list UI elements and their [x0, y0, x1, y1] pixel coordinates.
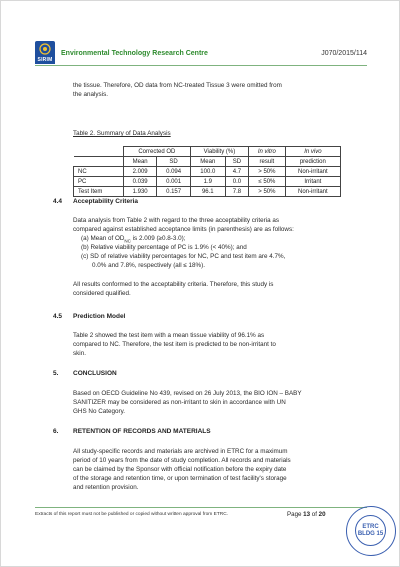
page-total: 20 [318, 511, 326, 518]
cell-od-sd: 0.157 [157, 187, 190, 197]
logo-emblem-icon [35, 41, 55, 57]
cell-viability-sd: 7.8 [225, 187, 248, 197]
s44-para2-line2: considered qualified. [73, 290, 131, 297]
col-group-in-vitro: In vitro [249, 147, 286, 157]
section-number-4-4: 4.4 [53, 198, 63, 205]
cell-od-mean: 1.930 [123, 187, 156, 197]
s6-line4: of the storage and retention time, or upon termination of test facility's storage [73, 475, 287, 482]
cell-viability-mean: 1.9 [190, 177, 225, 187]
row-label: PC [74, 177, 124, 187]
section-heading-conclusion: CONCLUSION [73, 370, 117, 377]
table-caption: Table 2. Summary of Data Analysis [73, 130, 171, 137]
intro-line-1: the tissue. Therefore, OD data from NC-treated Tissue 3 were omitted from [73, 82, 282, 89]
s6-line1: All study-specific records and materials are archived in ETRC for a maximum [73, 448, 288, 455]
s6-line5: and retention provision. [73, 484, 139, 491]
page-prefix: Page [287, 511, 304, 518]
s45-line3: skin. [73, 350, 86, 357]
cell-in-vitro: ≤ 50% [249, 177, 286, 187]
sub-header-od-sd: SD [157, 157, 190, 167]
table-group-header-row [74, 147, 341, 157]
criteria-item-b: (b) Relative viability percentage of PC is 1.9% (< 40%); and [81, 244, 247, 251]
cell-viability-sd: 0.0 [225, 177, 248, 187]
cell-viability-mean: 96.1 [190, 187, 225, 197]
cell-viability-mean: 100.0 [190, 167, 225, 177]
page-of: of [310, 511, 319, 518]
header-divider [35, 65, 367, 66]
table-row [74, 167, 341, 177]
s6-line2: period of 10 years from the date of study completion. All records and materials [73, 457, 291, 464]
s5-line3: GHS No Category. [73, 408, 126, 415]
cell-in-vivo: Irritant [285, 177, 340, 187]
s44-para1-line2: compared against established acceptance limits (in parenthesis) are as follows: [73, 226, 294, 233]
stamp-line-1: ETRC [362, 524, 379, 530]
s44-para1-line1: Data analysis from Table 2 with regard to the three acceptability criteria as [73, 217, 280, 224]
sirim-logo [35, 41, 55, 65]
footer-divider [35, 507, 367, 508]
table-row [74, 187, 341, 197]
sub-header-viability-sd: SD [225, 157, 248, 167]
stamp-line-2: BLDG 15 [357, 531, 384, 537]
sub-header-prediction: prediction [285, 157, 340, 167]
cell-in-vivo: Non-irritant [285, 187, 340, 197]
s6-line3: can be claimed by the Sponsor with official notification before the expiry date [73, 466, 287, 473]
sub-header-result: result [249, 157, 286, 167]
table-sub-header-row [74, 157, 341, 167]
criteria-item-c-line1: (c) SD of relative viability percentages for NC, PC and test item are 4.7%, [81, 253, 286, 260]
sub-header-od-mean: Mean [123, 157, 156, 167]
col-group-in-vivo: In vivo [285, 147, 340, 157]
cell-od-mean: 2.009 [123, 167, 156, 177]
cell-in-vitro: > 50% [249, 187, 286, 197]
s45-line1: Table 2 showed the test item with a mean tissue viability of 96.1% as [73, 332, 265, 339]
intro-line-2: the analysis. [73, 91, 109, 98]
document-reference: J070/2015/114 [321, 50, 367, 57]
cell-in-vivo: Non-irritant [285, 167, 340, 177]
row-label: Test Item [74, 187, 124, 197]
page-current: 13 [303, 511, 311, 518]
table-row [74, 177, 341, 187]
cell-od-sd: 0.001 [157, 177, 190, 187]
stamp-text [347, 524, 394, 538]
section-heading-retention: RETENTION OF RECORDS AND MATERIALS [73, 428, 211, 435]
col-group-corrected-od: Corrected OD [123, 147, 190, 157]
s45-line2: compared to NC. Therefore, the test item is predicted to be non-irritant to [73, 341, 276, 348]
centre-name: Environmental Technology Research Centre [61, 50, 208, 57]
page-header [35, 41, 367, 63]
cell-od-sd: 0.094 [157, 167, 190, 177]
s5-line1: Based on OECD Guideline No 439, revised on 26 July 2013, the BIO ION – BABY [73, 390, 302, 397]
section-number-5: 5. [53, 370, 59, 377]
table-corner-cell [74, 147, 124, 157]
section-heading-acceptability: Acceptability Criteria [73, 198, 139, 205]
s5-line2: SANITIZER may be considered as non-irritant to skin in accordance with UN [73, 399, 286, 406]
criteria-item-a-text: (a) Mean of OD [81, 235, 125, 242]
footer-copyright-note: Extracts of this report must not be published or copied without written approval from ETRC. [35, 512, 229, 517]
cell-viability-sd: 4.7 [225, 167, 248, 177]
col-group-viability: Viability (%) [190, 147, 248, 157]
cell-in-vitro: > 50% [249, 167, 286, 177]
official-stamp [346, 506, 396, 556]
criteria-item-a-subscript: NC [124, 238, 131, 244]
sub-header-viability-mean: Mean [190, 157, 225, 167]
page-number [287, 511, 326, 518]
s44-para2-line1: All results conformed to the acceptability criteria. Therefore, this study is [73, 281, 274, 288]
cell-od-mean: 0.039 [123, 177, 156, 187]
table-corner-cell-2 [74, 157, 124, 167]
section-number-6: 6. [53, 428, 59, 435]
logo-text: SIRIM [35, 57, 55, 64]
row-label: NC [74, 167, 124, 177]
criteria-item-a-rest: is 2.009 (≥0.8-3.0); [130, 235, 186, 242]
section-number-4-5: 4.5 [53, 313, 63, 320]
section-heading-prediction: Prediction Model [73, 313, 126, 320]
criteria-item-c-line2: 0.0% and 7.8%, respectively (all ≤ 18%). [92, 262, 206, 269]
data-analysis-table [73, 146, 341, 197]
